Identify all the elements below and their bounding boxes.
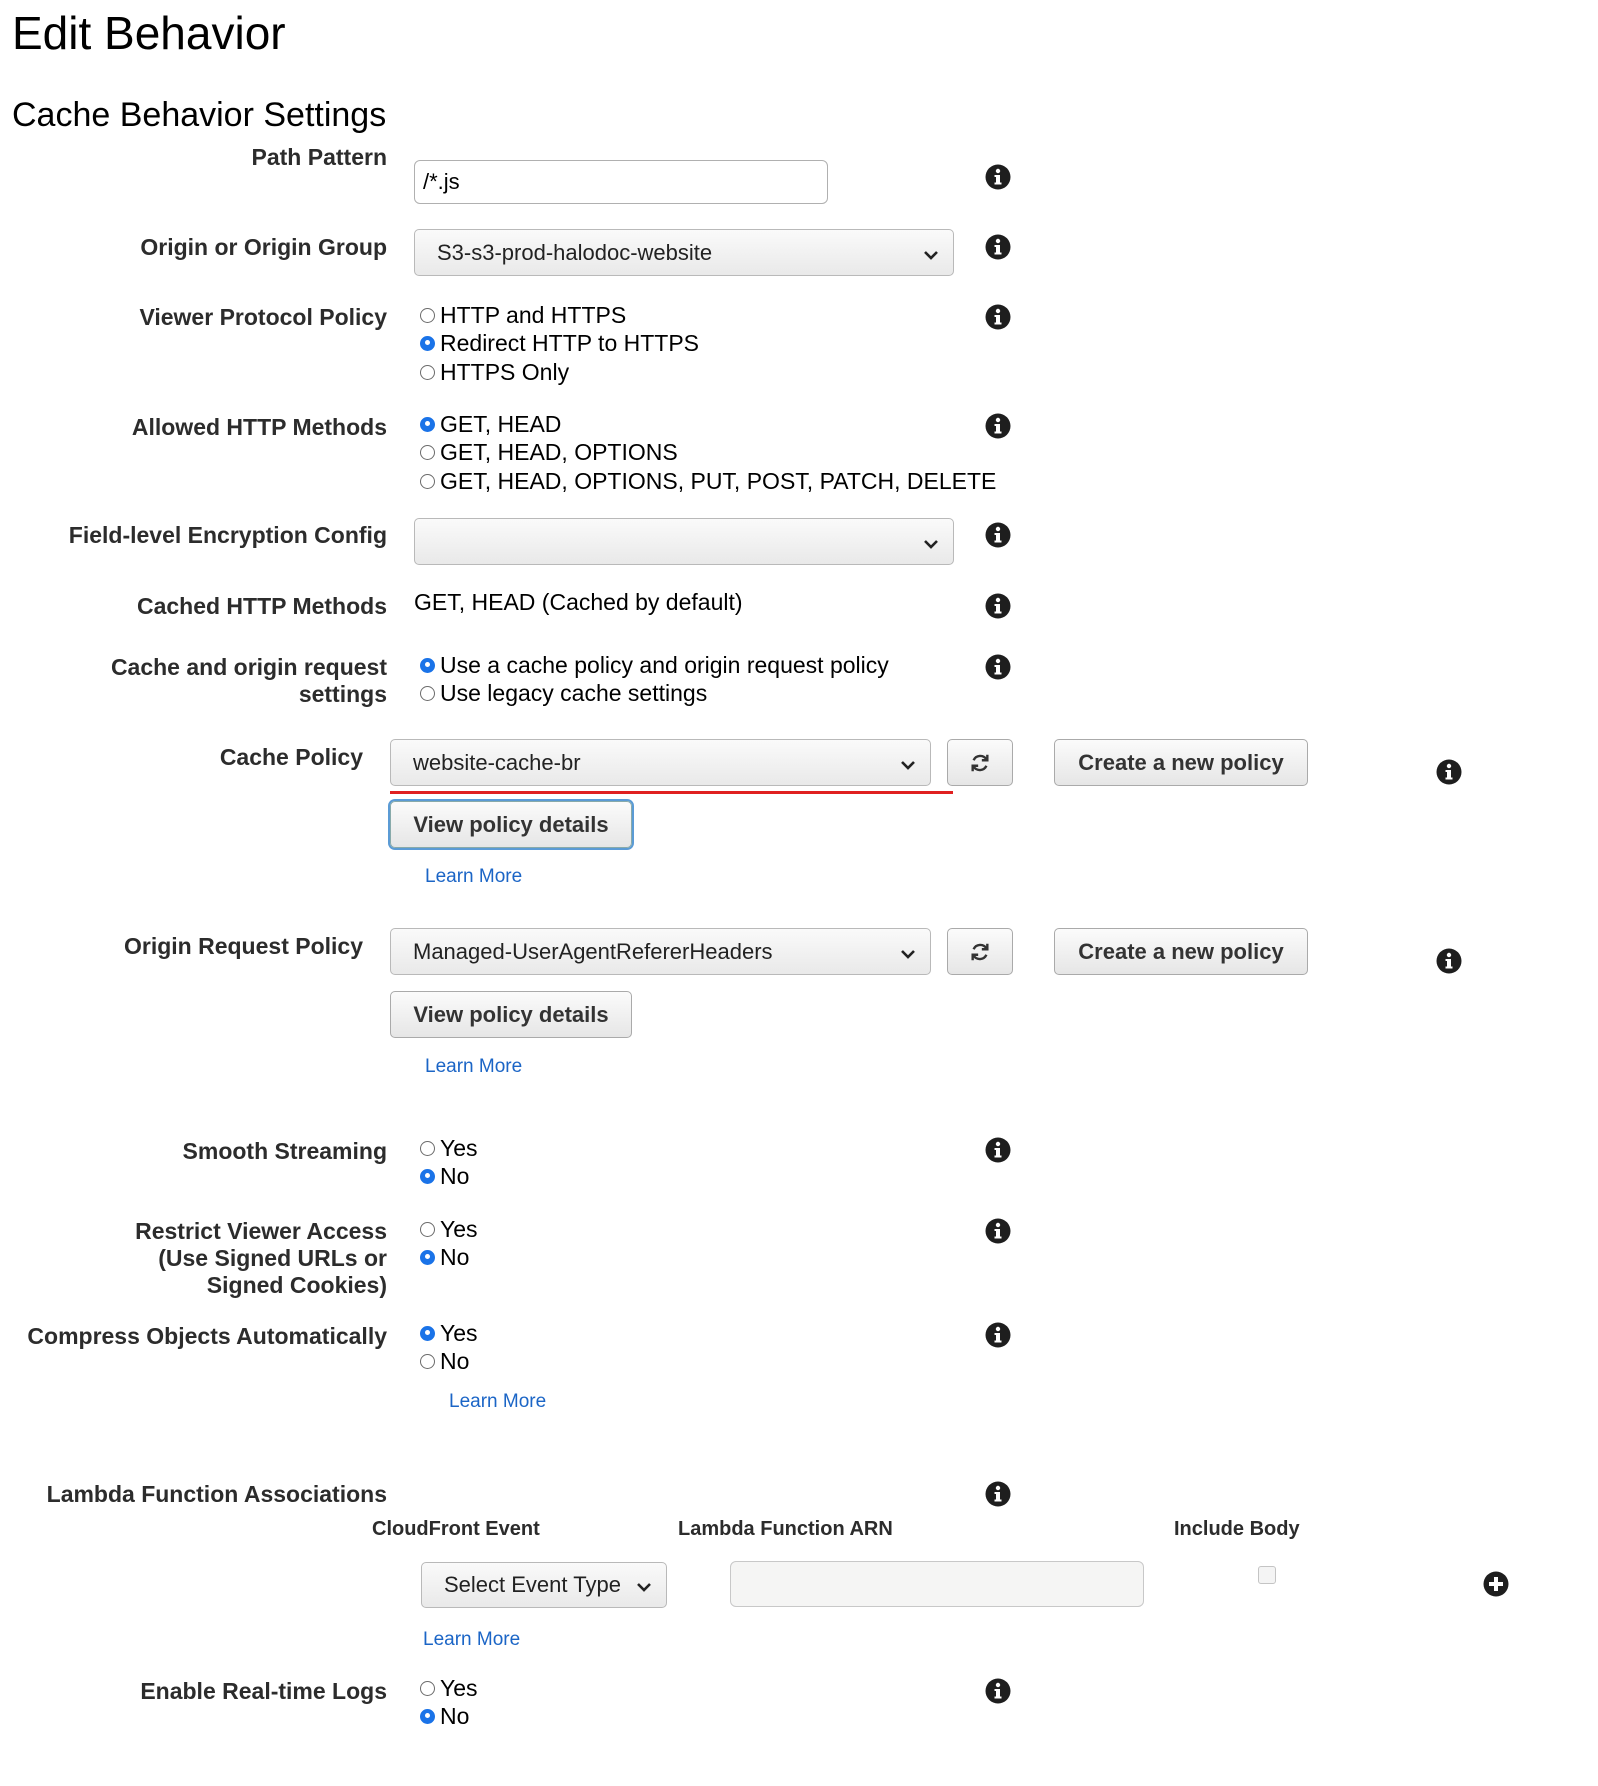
lambda-learn-more-link[interactable]: Learn More bbox=[423, 1629, 521, 1650]
viewer-protocol-option-https-only[interactable]: HTTPS Only bbox=[420, 358, 569, 386]
viewer-protocol-label: Viewer Protocol Policy bbox=[139, 304, 387, 330]
radio-button-selected[interactable] bbox=[420, 1326, 435, 1341]
info-icon[interactable] bbox=[985, 1322, 1011, 1348]
allowed-methods-option-get-head[interactable]: GET, HEAD bbox=[420, 410, 561, 438]
radio-button[interactable] bbox=[420, 1141, 435, 1156]
compress-option-no[interactable]: No bbox=[420, 1347, 469, 1375]
info-icon[interactable] bbox=[985, 593, 1011, 619]
origin-selected: S3-s3-prod-halodoc-website bbox=[437, 239, 713, 265]
cache-origin-settings-label: Cache and origin request settings bbox=[110, 654, 387, 707]
info-icon[interactable] bbox=[985, 234, 1011, 260]
restrict-viewer-label: Restrict Viewer Access (Use Signed URLs or Signed Cookies) bbox=[135, 1218, 387, 1298]
chevron-down-icon bbox=[900, 760, 916, 770]
page-title: Edit Behavior bbox=[12, 7, 286, 59]
info-icon[interactable] bbox=[985, 304, 1011, 330]
info-icon[interactable] bbox=[985, 654, 1011, 680]
radio-button[interactable] bbox=[420, 1681, 435, 1696]
lambda-function-arn-input[interactable] bbox=[730, 1561, 1144, 1607]
lambda-col-include-body: Include Body bbox=[1174, 1518, 1300, 1540]
smooth-streaming-option-yes[interactable]: Yes bbox=[420, 1134, 478, 1162]
lambda-event-type-selected: Select Event Type bbox=[444, 1572, 621, 1597]
fle-config-label: Field-level Encryption Config bbox=[68, 522, 387, 548]
path-pattern-value: /*.js bbox=[423, 169, 460, 194]
cache-origin-option-legacy[interactable]: Use legacy cache settings bbox=[420, 679, 707, 707]
info-icon[interactable] bbox=[985, 522, 1011, 548]
origin-request-policy-create-button[interactable]: Create a new policy bbox=[1054, 928, 1308, 975]
cache-policy-select[interactable] bbox=[390, 739, 931, 786]
compress-option-yes[interactable]: Yes bbox=[420, 1319, 478, 1347]
origin-request-policy-label: Origin Request Policy bbox=[124, 933, 363, 959]
restrict-viewer-option-yes[interactable]: Yes bbox=[420, 1215, 478, 1243]
cached-methods-value: GET, HEAD (Cached by default) bbox=[414, 589, 743, 615]
cache-policy-label: Cache Policy bbox=[219, 744, 363, 770]
lambda-label: Lambda Function Associations bbox=[46, 1481, 387, 1507]
cache-policy-view-details-button[interactable]: View policy details bbox=[390, 801, 632, 848]
allowed-methods-option-get-head-options[interactable]: GET, HEAD, OPTIONS bbox=[420, 438, 678, 466]
refresh-icon bbox=[969, 941, 991, 963]
realtime-logs-option-yes[interactable]: Yes bbox=[420, 1674, 478, 1702]
info-icon[interactable] bbox=[1436, 948, 1462, 974]
cache-origin-option-policy[interactable]: Use a cache policy and origin request policy bbox=[420, 651, 889, 679]
radio-button-selected[interactable] bbox=[420, 1250, 435, 1265]
radio-button-selected[interactable] bbox=[420, 658, 435, 673]
radio-button-selected[interactable] bbox=[420, 1709, 435, 1724]
realtime-logs-option-no[interactable]: No bbox=[420, 1702, 469, 1730]
allowed-methods-label: Allowed HTTP Methods bbox=[131, 414, 387, 440]
info-icon[interactable] bbox=[985, 1137, 1011, 1163]
compress-learn-more-link[interactable]: Learn More bbox=[449, 1391, 547, 1412]
compress-label: Compress Objects Automatically bbox=[27, 1323, 387, 1349]
origin-request-policy-selected: Managed-UserAgentRefererHeaders bbox=[413, 938, 773, 964]
info-icon[interactable] bbox=[985, 1678, 1011, 1704]
radio-button[interactable] bbox=[420, 686, 435, 701]
radio-button[interactable] bbox=[420, 474, 435, 489]
radio-button[interactable] bbox=[420, 1354, 435, 1369]
restrict-viewer-option-no[interactable]: No bbox=[420, 1243, 469, 1271]
radio-button[interactable] bbox=[420, 1222, 435, 1237]
cache-policy-create-button[interactable]: Create a new policy bbox=[1054, 739, 1308, 786]
lambda-col-function-arn: Lambda Function ARN bbox=[678, 1518, 893, 1540]
cache-policy-selected: website-cache-br bbox=[413, 749, 581, 775]
cache-policy-learn-more-link[interactable]: Learn More bbox=[425, 866, 523, 887]
chevron-down-icon bbox=[636, 1582, 652, 1592]
origin-request-policy-learn-more-link[interactable]: Learn More bbox=[425, 1056, 523, 1077]
path-pattern-input[interactable] bbox=[414, 160, 828, 204]
include-body-checkbox[interactable] bbox=[1258, 1566, 1276, 1584]
fle-config-select[interactable] bbox=[414, 518, 954, 565]
cache-policy-refresh-button[interactable] bbox=[947, 739, 1013, 786]
radio-button[interactable] bbox=[420, 445, 435, 460]
info-icon[interactable] bbox=[1436, 759, 1462, 785]
radio-button-selected[interactable] bbox=[420, 1169, 435, 1184]
highlight-underline bbox=[390, 791, 953, 794]
info-icon[interactable] bbox=[985, 413, 1011, 439]
origin-request-policy-select[interactable] bbox=[390, 928, 931, 975]
radio-button[interactable] bbox=[420, 308, 435, 323]
radio-button-selected[interactable] bbox=[420, 417, 435, 432]
radio-button[interactable] bbox=[420, 365, 435, 380]
viewer-protocol-option-http-https[interactable]: HTTP and HTTPS bbox=[420, 301, 626, 329]
section-title: Cache Behavior Settings bbox=[12, 96, 387, 134]
smooth-streaming-label: Smooth Streaming bbox=[182, 1138, 387, 1164]
path-pattern-label: Path Pattern bbox=[251, 144, 387, 170]
realtime-logs-label: Enable Real-time Logs bbox=[140, 1678, 387, 1704]
origin-label: Origin or Origin Group bbox=[140, 234, 387, 260]
origin-select[interactable] bbox=[414, 229, 954, 276]
cached-methods-label: Cached HTTP Methods bbox=[136, 593, 387, 619]
info-icon[interactable] bbox=[985, 1481, 1011, 1507]
refresh-icon bbox=[969, 752, 991, 774]
chevron-down-icon bbox=[900, 949, 916, 959]
lambda-col-cloudfront-event: CloudFront Event bbox=[372, 1518, 540, 1540]
info-icon[interactable] bbox=[985, 164, 1011, 190]
radio-button-selected[interactable] bbox=[420, 336, 435, 351]
viewer-protocol-option-redirect[interactable]: Redirect HTTP to HTTPS bbox=[420, 329, 699, 357]
origin-request-policy-refresh-button[interactable] bbox=[947, 928, 1013, 975]
chevron-down-icon bbox=[923, 250, 939, 260]
info-icon[interactable] bbox=[985, 1218, 1011, 1244]
allowed-methods-option-all[interactable]: GET, HEAD, OPTIONS, PUT, POST, PATCH, DELETE bbox=[420, 467, 996, 495]
smooth-streaming-option-no[interactable]: No bbox=[420, 1162, 469, 1190]
chevron-down-icon bbox=[923, 539, 939, 549]
origin-request-policy-view-details-button[interactable]: View policy details bbox=[390, 991, 632, 1038]
add-circle-icon[interactable] bbox=[1483, 1571, 1509, 1597]
lambda-event-type-select[interactable] bbox=[421, 1562, 667, 1608]
